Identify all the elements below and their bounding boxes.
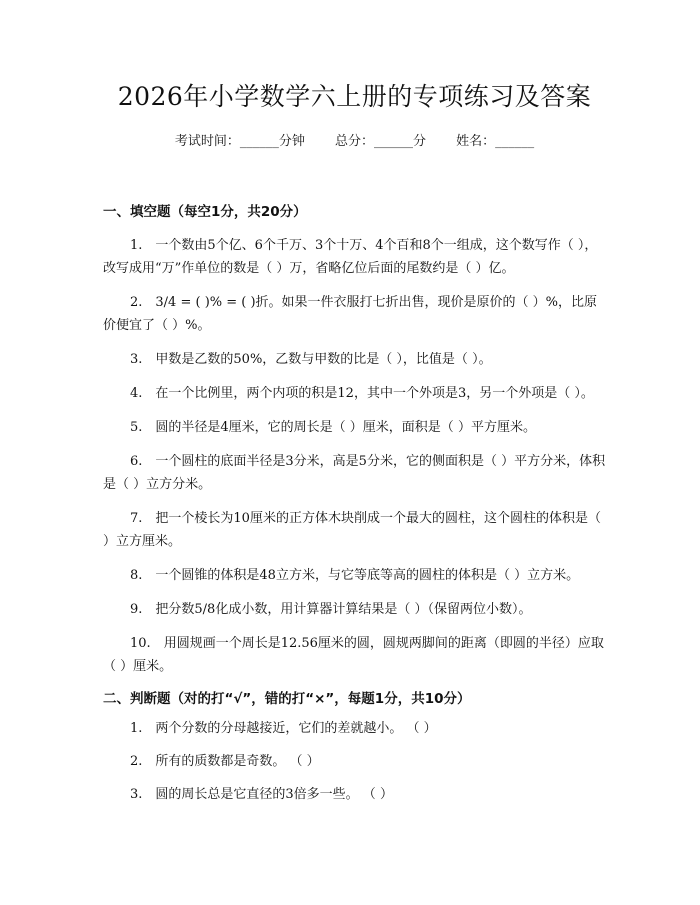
question-item [103,416,606,439]
question-item [103,632,606,678]
page-title: 2026年小学数学六上册的专项练习及答案 [117,82,592,111]
question-text: 一个圆柱的底面半径是3分米，高是5分米，它的侧面积是（ ）平方分米，体积是（ ）立方分米。 [103,454,606,492]
question-text: 甲数是乙数的50%，乙数与甲数的比是（ ），比值是（ ）。 [155,352,492,367]
question-item [103,783,606,806]
question-item [103,564,606,587]
question-text: 把分数5/8化成小数，用计算器计算结果是（ ）（保留两位小数）。 [155,602,532,617]
question-text: 3/4 = ( )% = ( )折。如果一件衣服打七折出售，现价是原价的（ ）%，比原价便宜了（ ）%。 [103,295,598,333]
question-item [103,717,606,740]
question-number: 7. [130,511,143,526]
question-text: 一个圆锥的体积是48立方米，与它等底等高的圆柱的体积是（ ）立方米。 [155,568,580,583]
question-item [103,291,606,337]
question-number: 6. [130,454,143,469]
question-text: 两个分数的分母越接近，它们的差就越小。 （ ） [155,721,437,736]
question-text: 圆的周长总是它直径的3倍多一些。 （ ） [155,787,393,802]
question-number: 8. [130,568,143,583]
question-item [103,382,606,405]
question-number: 10. [130,636,151,651]
question-item [103,598,606,621]
exam-time: 考试时间：______分钟 [174,134,305,149]
exam-meta [103,132,606,152]
question-item [103,450,606,496]
question-text: 在一个比例里，两个内项的积是12，其中一个外项是3，另一个外项是（ ）。 [155,386,594,401]
section-heading: 一、填空题（每空1分，共20分） [103,204,307,220]
question-number: 2. [130,295,143,310]
total-score: 总分：______分 [334,134,426,149]
question-number: 4. [130,386,143,401]
question-item [103,507,606,553]
question-item [103,750,606,773]
question-number: 5. [130,420,143,435]
question-text: 用圆规画一个周长是12.56厘米的圆，圆规两脚间的距离（即圆的半径）应取（ ）厘米。 [103,636,604,674]
section-fill-in-blanks [103,202,606,678]
question-number: 9. [130,602,143,617]
section-true-false [103,689,606,806]
student-name: 姓名：______ [456,134,535,149]
question-text: 一个数由5个亿、6个千万、3个十万、4个百和8个一组成，这个数写作（ ），改写成用“万”作单位的数是（ ）万，省略亿位后面的尾数约是（ ）亿。 [103,238,598,276]
question-item [103,234,606,280]
question-item [103,348,606,371]
question-text: 把一个棱长为10厘米的正方体木块削成一个最大的圆柱，这个圆柱的体积是（ ）立方厘米。 [103,511,601,549]
section-heading: 二、判断题（对的打“√”，错的打“×”，每题1分，共10分） [103,691,471,707]
question-number: 2. [130,754,143,769]
question-text: 所有的质数都是奇数。 （ ） [155,754,320,769]
question-number: 1. [130,238,143,253]
question-number: 3. [130,787,143,802]
question-text: 圆的半径是4厘米，它的周长是（ ）厘米，面积是（ ）平方厘米。 [155,420,536,435]
question-number: 1. [130,721,143,736]
question-number: 3. [130,352,143,367]
